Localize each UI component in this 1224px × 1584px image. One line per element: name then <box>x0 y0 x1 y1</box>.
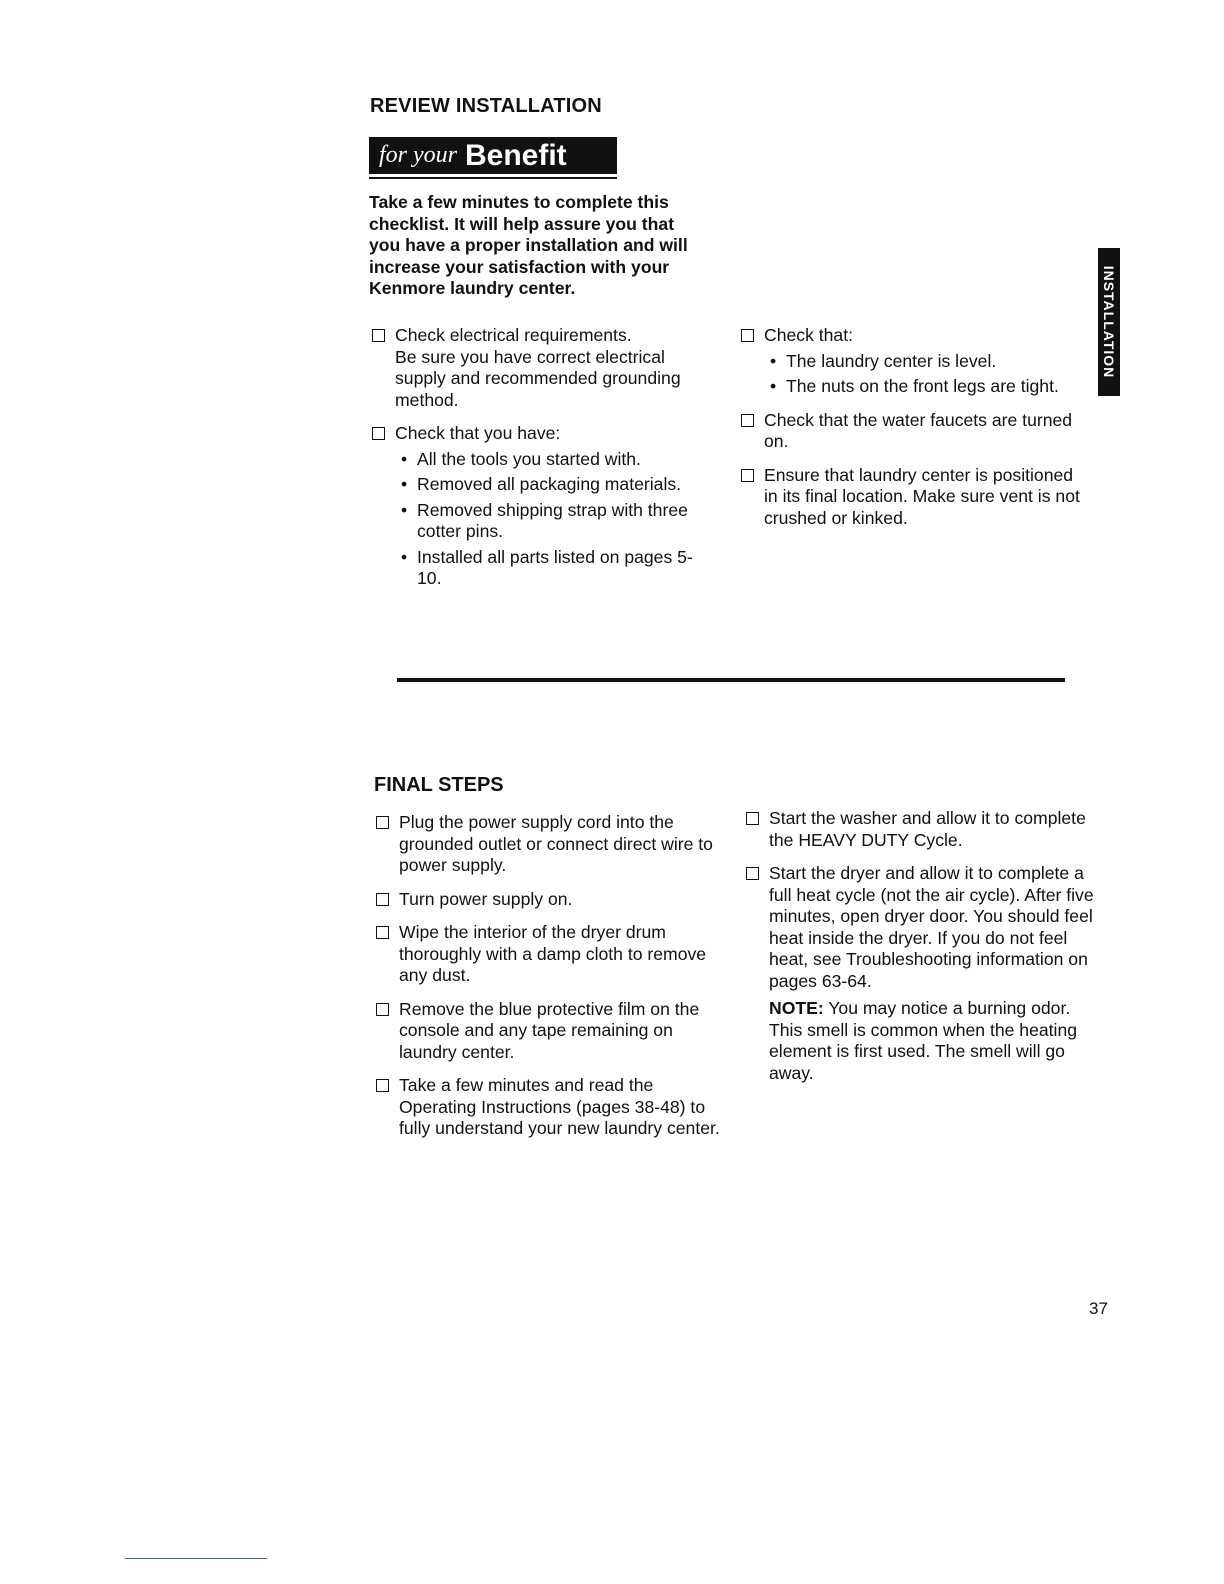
for-your-benefit-badge <box>369 137 617 174</box>
checklist-text: Check that: <box>764 325 853 345</box>
checklist-item <box>371 423 716 590</box>
bullet-item: • Installed all parts listed on pages 5-10. <box>395 547 716 590</box>
bullet-list <box>764 351 1085 398</box>
checkbox-icon[interactable] <box>376 926 389 939</box>
checkbox-icon[interactable] <box>376 1079 389 1092</box>
installation-side-tab <box>1098 248 1120 396</box>
bullet-item: • Removed all packaging materials. <box>395 474 716 496</box>
checkbox-icon[interactable] <box>372 427 385 440</box>
checklist-item <box>375 999 725 1064</box>
page-number: 37 <box>1089 1299 1108 1318</box>
checkbox-icon[interactable] <box>376 1003 389 1016</box>
checklist-text: Remove the blue protective film on the console and any tape remaining on laundry center. <box>399 998 700 1062</box>
badge-word: Benefit <box>465 138 567 172</box>
checkbox-icon[interactable] <box>376 893 389 906</box>
review-installation-heading: REVIEW INSTALLATION <box>370 95 602 117</box>
checklist-item <box>745 808 1095 851</box>
checklist-text: Turn power supply on. <box>399 888 573 909</box>
section-divider <box>397 678 1065 682</box>
bullet-item: • All the tools you started with. <box>395 449 716 471</box>
final-left-column <box>375 812 725 1152</box>
note-text: You may notice a burning odor. This smell is common when the heating element is first used. The smell will go away. <box>769 998 1078 1083</box>
checklist-item <box>375 922 725 987</box>
checklist-item <box>375 1075 725 1140</box>
checklist-item <box>371 325 716 411</box>
checklist-text: Wipe the interior of the dryer drum thoroughly with a damp cloth to remove any dust. <box>399 922 707 985</box>
checkbox-icon[interactable] <box>741 414 754 427</box>
side-tab-label: INSTALLATION <box>1101 265 1117 379</box>
checkbox-icon[interactable] <box>746 812 759 825</box>
badge-prefix: for your <box>379 142 457 168</box>
checklist-text: Start the dryer and allow it to complete a full heat cycle (not the air cycle). After five minutes, open dryer door. You should feel heat inside the dryer. If you do not feel heat, see Troubleshooting information on pages 63-64. <box>769 863 1094 991</box>
checklist-text: Ensure that laundry center is positioned in its final location. Make sure vent is not crushed or kinked. <box>764 464 1080 528</box>
checklist-text: Check that you have: <box>395 423 561 443</box>
final-right-column <box>745 808 1095 1084</box>
checkbox-icon[interactable] <box>376 816 389 829</box>
checklist-item <box>740 465 1085 530</box>
intro-paragraph: Take a few minutes to complete this checklist. It will help assure you that you have a proper installation and will increase your satisfaction with your Kenmore laundry center. <box>369 192 688 298</box>
bullet-item: • The laundry center is level. <box>764 351 1085 373</box>
review-right-column <box>740 325 1085 541</box>
checklist-item <box>740 325 1085 398</box>
checklist-item <box>740 410 1085 453</box>
checklist-text: Plug the power supply cord into the grounded outlet or connect direct wire to power supply. <box>399 812 713 875</box>
note-label: NOTE: <box>769 998 824 1018</box>
checklist-text: Check electrical requirements. <box>395 325 632 345</box>
checklist-text: Check that the water faucets are turned on. <box>764 409 1073 451</box>
bullet-item: • The nuts on the front legs are tight. <box>764 376 1085 398</box>
note-paragraph <box>745 998 1095 1084</box>
checklist-text: Take a few minutes and read the Operating Instructions (pages 38-48) to fully understand your new laundry center. <box>399 1075 720 1138</box>
review-left-column <box>371 325 716 602</box>
checklist-detail: Be sure you have correct electrical supply and recommended grounding method. <box>395 346 681 410</box>
checkbox-icon[interactable] <box>372 329 385 342</box>
checklist-item <box>745 863 1095 992</box>
checkbox-icon[interactable] <box>746 867 759 880</box>
bullet-item: • Removed shipping strap with three cotter pins. <box>395 500 716 543</box>
badge-underline <box>369 177 617 179</box>
checkbox-icon[interactable] <box>741 329 754 342</box>
final-steps-heading: FINAL STEPS <box>374 774 504 796</box>
checklist-item <box>375 889 725 911</box>
bottom-rule <box>125 1558 267 1559</box>
checklist-text: Start the washer and allow it to complete the HEAVY DUTY Cycle. <box>769 808 1086 850</box>
bullet-list <box>395 449 716 590</box>
checklist-item <box>375 812 725 877</box>
checkbox-icon[interactable] <box>741 469 754 482</box>
